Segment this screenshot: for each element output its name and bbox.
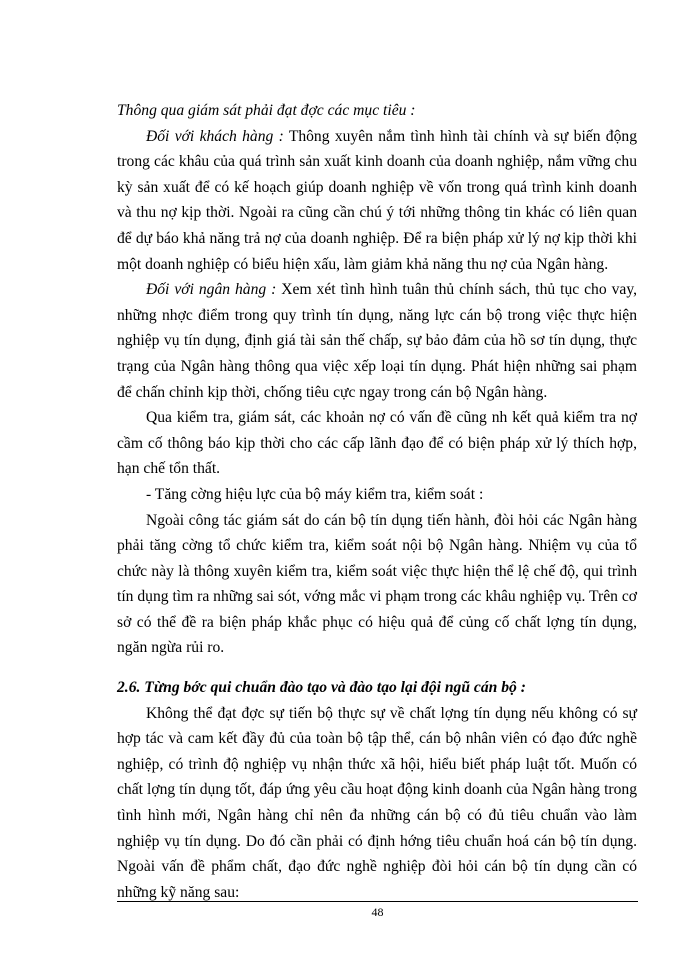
paragraph-internal-control: Ngoài công tác giám sát do cán bộ tín dụng tiến hành, đòi hỏi các Ngân hàng phải tăng cờng tổ chức kiểm tra, kiểm soát nội bộ Ngân hàng. Nhiệm vụ của tổ chức này là thông xuyên kiểm tra, kiểm soát việc thực hiện thể lệ chế độ, qui trình tín dụng tìm ra những sai sót, vớng mắc vi phạm trong các khâu nghiệp vụ. Trên cơ sở có thể đề ra biện pháp khắc phục có hiệu quả để củng cố chất lợng tín dụng, ngăn ngừa rủi ro. <box>117 511 637 657</box>
paragraph-text: Xem xét tình hình tuân thủ chính sách, thủ tục cho vay, những nhợc điểm trong quy trình tín dụng, năng lực cán bộ trong việc thực hiện nghiệp vụ tín dụng, định giá tài sản thế chấp, sự bảo đảm của hồ sơ tín dụng, thực trạng của Ngân hàng thông qua việc xếp loại tín dụng. Phát hiện những sai phạm để chấn chỉnh kịp thời, chống tiêu cực ngay trong cán bộ Ngân hàng. <box>117 281 637 401</box>
paragraph-text: Thông xuyên nắm tình hình tài chính và sự biến động trong các khâu của quá trình sản xuất kinh doanh của doanh nghiệp, nắm vững chu kỳ sản xuất để có kế hoạch giúp doanh nghiệp về vốn trong quá trình kinh doanh và thu nợ kịp thời. Ngoài ra cũng cần chú ý tới những thông tin khác có liên quan để dự báo khả năng trả nợ của doanh nghiệp. Để ra biện pháp xử lý nợ kịp thời khi một doanh nghiệp có biểu hiện xấu, làm giảm khả năng thu nợ của Ngân hàng. <box>117 127 637 273</box>
paragraph-lead: Đối với khách hàng : <box>146 127 284 145</box>
footer-divider <box>117 901 638 902</box>
paragraph-customers <box>117 124 637 278</box>
page-number: 48 <box>371 905 384 919</box>
paragraph-lead: Đối với ngân hàng : <box>146 281 277 299</box>
paragraph-banks <box>117 277 637 405</box>
section-heading: Thông qua giám sát phải đạt đợc các mục tiêu : <box>117 102 416 119</box>
bullet-strengthen-control: - Tăng cờng hiệu lực của bộ máy kiểm tra, kiểm soát : <box>146 485 484 503</box>
paragraph-training: Không thể đạt đợc sự tiến bộ thực sự về chất lợng tín dụng nếu không có sự hợp tác và cam kết đầy đủ của toàn bộ tập thể, cán bộ nhân viên có đạo đức nghề nghiệp, có trình độ nghiệp vụ nhận thức xã hội, hiểu biết pháp luật tốt. Muốn có chất lợng tín dụng tốt, đáp ứng yêu cầu hoạt động kinh doanh của Ngân hàng trong tình hình mới, Ngân hàng chỉ nên đa những cán bộ có đủ tiêu chuẩn vào làm nghiệp vụ tín dụng. Do đó cần phải có định hớng tiêu chuẩn hoá cán bộ tín dụng. Ngoài vấn đề phẩm chất, đạo đức nghề nghiệp đòi hỏi cán bộ tín dụng cần có những kỹ năng sau: <box>117 704 637 901</box>
section-heading-2-6: 2.6. Từng bớc qui chuẩn đào tạo và đào tạo lại đội ngũ cán bộ : <box>117 679 526 697</box>
document-body <box>117 98 637 905</box>
paragraph-inspection: Qua kiểm tra, giám sát, các khoản nợ có vấn đề cũng nh kết quả kiểm tra nợ cầm cố thông báo kịp thời cho các cấp lãnh đạo để có biện pháp xử lý thích hợp, hạn chế tổn thất. <box>117 409 637 478</box>
